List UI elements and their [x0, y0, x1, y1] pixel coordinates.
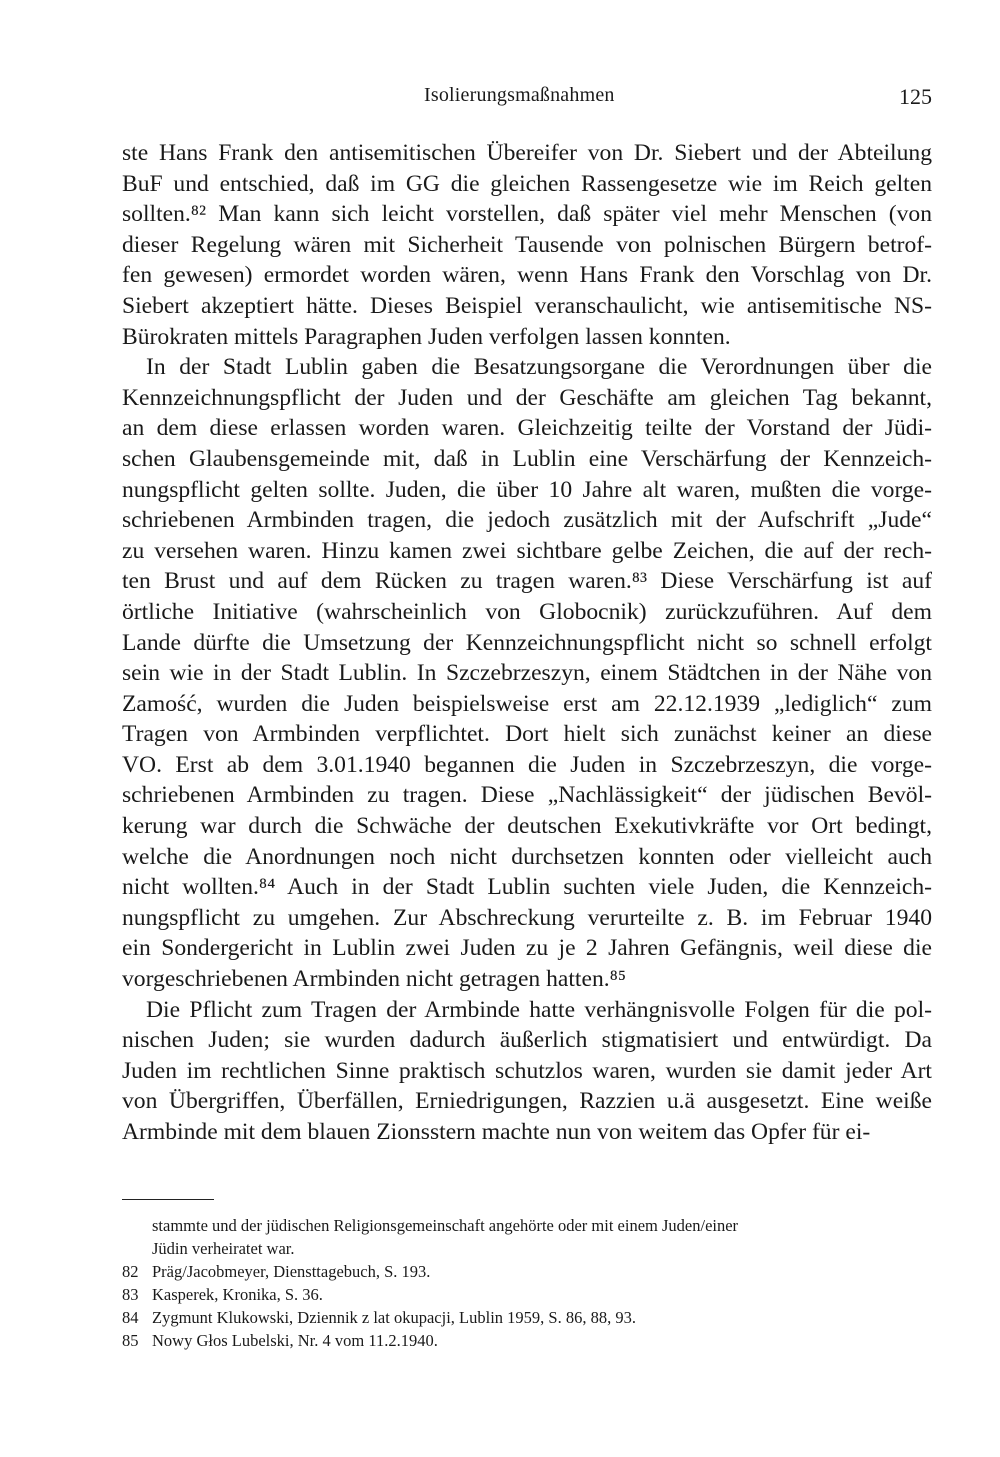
text-line: Kennzeichnungspflicht der Juden und der Geschäfte am gleichen Tag bekannt, [122, 384, 932, 411]
text-line: dieser Regelung wären mit Sicherheit Tausende von polnischen Bürgern betrof- [122, 231, 932, 258]
footnote-text: Zygmunt Klukowski, Dziennik z lat okupacji, Lublin 1959, S. 86, 88, 93. [152, 1308, 636, 1327]
text-line: nischen Juden; sie wurden dadurch äußerlich stigmatisiert und entwürdigt. Da [122, 1027, 932, 1054]
footnote-item [122, 1260, 932, 1283]
text-line: sein wie in der Stadt Lublin. In Szczebrzeszyn, einem Städtchen in der Nähe von [122, 660, 932, 687]
footnote-item [122, 1306, 932, 1329]
text-line: nungspflicht gelten sollte. Juden, die über 10 Jahre alt waren, mußten die vorge- [122, 476, 932, 503]
text-line: ste Hans Frank den antisemitischen Übereifer von Dr. Siebert und der Abteilung [122, 140, 932, 166]
running-title: Isolierungsmaßnahmen [424, 84, 615, 106]
footnote-item [122, 1329, 932, 1352]
running-header [122, 84, 932, 116]
text-line: schriebenen Armbinden tragen, die jedoch zusätzlich mit der Aufschrift „Jude“ [122, 507, 932, 534]
footnote-continuation-line: stammte und der jüdischen Religionsgemeinschaft angehörte oder mit einem Juden/einer [152, 1216, 739, 1235]
text-line: örtliche Initiative (wahrscheinlich von Globocnik) zurückzuführen. Auf dem [122, 598, 932, 625]
text-line: nicht wollten.⁸⁴ Auch in der Stadt Lublin suchten viele Juden, die Kennzeich- [122, 874, 932, 901]
footnote-continuation-line: Jüdin verheiratet war. [152, 1239, 295, 1258]
text-line: Juden im rechtlichen Sinne praktisch schutzlos waren, wurden sie damit jeder Art [122, 1057, 932, 1084]
footnote-number: 85 [122, 1331, 139, 1350]
text-line: an dem diese erlassen worden waren. Gleichzeitig teilte der Vorstand der Jüdi- [122, 415, 932, 442]
footnote-text: Nowy Głos Lubelski, Nr. 4 vom 11.2.1940. [152, 1331, 438, 1350]
text-line: nungspflicht zu umgehen. Zur Abschreckung verurteilte z. B. im Februar 1940 [122, 904, 932, 931]
text-line: von Übergriffen, Überfällen, Erniedrigungen, Razzien u.ä ausgesetzt. Eine weiße [122, 1088, 932, 1115]
text-line: Die Pflicht zum Tragen der Armbinde hatte verhängnisvolle Folgen für die pol- [146, 996, 932, 1023]
footnote-number: 83 [122, 1285, 139, 1304]
text-line: VO. Erst ab dem 3.01.1940 begannen die Juden in Szczebrzeszyn, die vorge- [122, 751, 932, 778]
text-line: sollten.⁸² Man kann sich leicht vorstellen, daß später viel mehr Menschen (von [122, 201, 932, 228]
text-line: ten Brust und auf dem Rücken zu tragen waren.⁸³ Diese Verschärfung ist auf [122, 568, 932, 595]
footnote-text: Kasperek, Kronika, S. 36. [152, 1285, 323, 1304]
page-number: 125 [899, 84, 932, 109]
text-line: Lande dürfte die Umsetzung der Kennzeichnungspflicht nicht so schnell erfolgt [122, 629, 932, 656]
text-line: Zamość, wurden die Juden beispielsweise erst am 22.12.1939 „lediglich“ zum [122, 690, 932, 717]
text-line: schen Glaubensgemeinde mit, daß in Lublin eine Verschärfung der Kennzeich- [122, 445, 932, 472]
text-line: zu versehen waren. Hinzu kamen zwei sichtbare gelbe Zeichen, die auf der rech- [122, 537, 932, 564]
footnotes [122, 1214, 932, 1352]
paragraph [122, 995, 932, 1148]
footnote-item [122, 1283, 932, 1306]
text-line: fen gewesen) ermordet worden wären, wenn Hans Frank den Vorschlag von Dr. [122, 262, 932, 289]
text-line: ein Sondergericht in Lublin zwei Juden zu je 2 Jahren Gefängnis, weil diese die [122, 935, 932, 962]
text-line: In der Stadt Lublin gaben die Besatzungsorgane die Verordnungen über die [146, 354, 932, 381]
footnote-separator [122, 1199, 214, 1200]
text-line: Bürokraten mittels Paragraphen Juden verfolgen lassen konnten. [122, 323, 731, 350]
text-line: welche die Anordnungen noch nicht durchsetzen konnten oder vielleicht auch [122, 843, 932, 870]
paragraph [122, 138, 932, 352]
text-line: Armbinde mit dem blauen Zionsstern machte nun von weitem das Opfer für ei- [122, 1119, 871, 1145]
footnote-number: 84 [122, 1308, 139, 1327]
body-text [122, 138, 932, 1148]
text-line: Siebert akzeptiert hätte. Dieses Beispiel veranschaulicht, wie antisemitische NS- [122, 292, 932, 319]
text-line: kerung war durch die Schwäche der deutschen Exekutivkräfte vor Ort bedingt, [122, 813, 932, 840]
text-line: Tragen von Armbinden verpflichtet. Dort hielt sich zunächst keiner an diese [122, 721, 932, 748]
footnote-number: 82 [122, 1262, 139, 1281]
text-line: schriebenen Armbinden zu tragen. Diese „Nachlässigkeit“ der jüdischen Bevöl- [122, 782, 932, 809]
text-line: vorgeschriebenen Armbinden nicht getragen hatten.⁸⁵ [122, 966, 627, 993]
text-line: BuF und entschied, daß im GG die gleichen Rassengesetze wie im Reich gelten [122, 170, 932, 197]
footnote-text: Präg/Jacobmeyer, Diensttagebuch, S. 193. [152, 1262, 431, 1281]
paragraph [122, 352, 932, 994]
